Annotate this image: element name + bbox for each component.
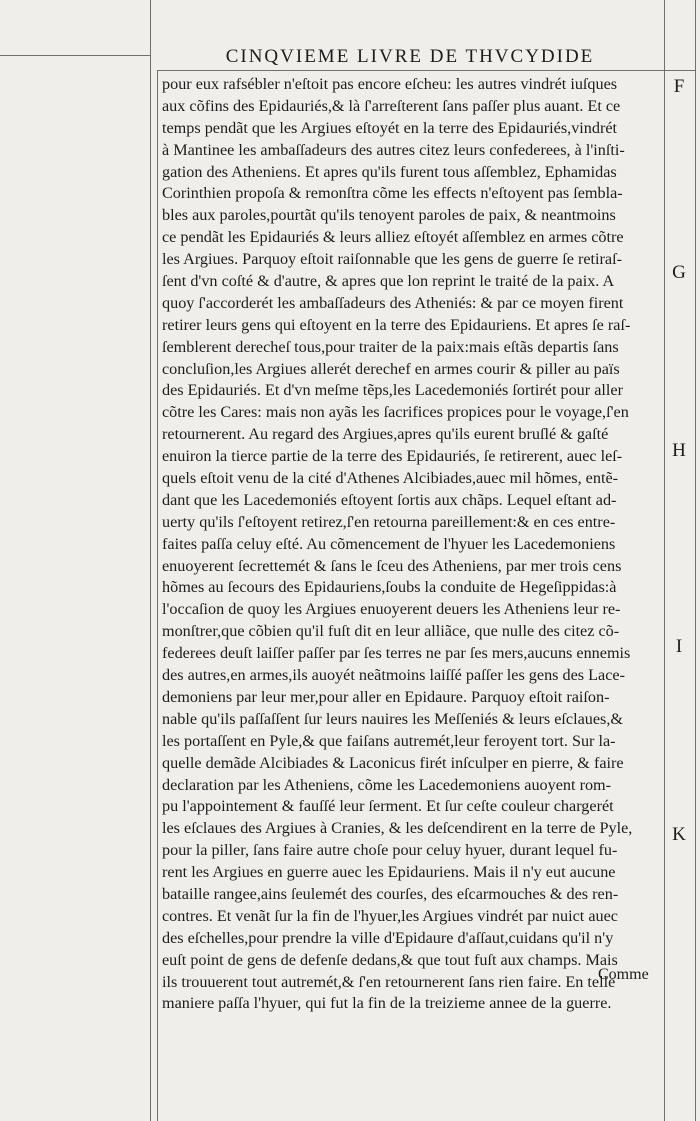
text-line: des autres,en armes,ils auoyét neãtmoins laiſſé paſſer les gens des Lace- [162, 666, 625, 685]
text-line: cõtre les Cares: mais non ayãs les ſacrifices propices pour le voyage,ſ'en [162, 403, 629, 422]
running-head: CINQVIEME LIVRE DE THVCYDIDE [225, 46, 595, 67]
text-line: les Argiues. Parquoy eſtoit raiſonnable que les gens de guerre ſe retiraſ- [162, 250, 622, 269]
text-line: rent les Argiues en guerre auec les Epidauriens. Mais il n'y eut aucune [162, 863, 616, 882]
text-line: les eſclaues des Argiues à Cranies, & les deſcendirent en la terre de Pyle, [162, 819, 633, 838]
text-line: nable qu'ils paſſaſſent ſur leurs nauires les Meſſeniés & leurs eſclaues,& [162, 709, 623, 728]
text-line: concluſion,les Argiues allerét derechef en armes courir & piller au païs [162, 359, 620, 378]
left-outer-rule [150, 0, 151, 1121]
text-line: retournerent. Au regard des Argiues,apres qu'ils eurent bruſlé & gaſté [162, 425, 609, 444]
text-line: monſtrer,que cõbien qu'il fuſt dit en leur alliãce, que nulle des citez cõ- [162, 622, 620, 641]
text-line: des eſchelles,pour prendre la ville d'Epidaure d'aſſaut,cuidans qu'il n'y [162, 928, 614, 947]
margin-letter-f: F [673, 76, 685, 97]
text-line: pour la piller, ſans faire autre choſe pour celuy hyuer, durant lequel fu- [162, 841, 618, 860]
text-line: ce pendãt les Epidauriés & leurs alliez eſtoyét aſſemblez en armes cõtre [162, 228, 624, 247]
text-line: ſemblerent derecheſ tous,pour traiter de la paix:mais eſtãs departis ſans [162, 337, 619, 356]
text-column [162, 74, 662, 1015]
text-line: ils trouuerent tout autremét,& ſ'en retournerent ſans rien faire. En telle [162, 972, 616, 991]
text-line: enuoyerent ſecrettemét & ſans le ſceu des Atheniens, par mer trois cens [162, 556, 622, 575]
text-line: quelle demãde Alcibiades & Laconicus firét inſculper en pierre, & faire [162, 753, 624, 772]
text-line: pour eux rafsébler n'eſtoit pas encore eſcheu: les autres vindrét iuſques [162, 75, 618, 93]
text-line: à Mantinee les ambaſſadeurs des autres citez leurs confederees, à l'inſti- [162, 140, 625, 159]
text-line: quoy ſ'accorderét les ambaſſadeurs des Atheniés: & par ce moyen firent [162, 293, 624, 312]
text-line: pu l'appointement & fauſſé leur ſerment. Et ſur ceſte couleur chargerét [162, 797, 614, 816]
margin-letter-i: I [675, 636, 683, 657]
text-line: temps pendãt que les Argiues eſtoyét en la terre des Epidauriés,vindrét [162, 118, 618, 137]
margin-letter-h: H [672, 440, 686, 461]
text-line: uerty qu'ils ſ'eſtoyent retirez,ſ'en retourna pareillement:& en ces entre- [162, 512, 616, 531]
catchword: Comme [598, 966, 649, 983]
left-inner-rule [157, 70, 158, 1121]
text-line: retirer leurs gens qui eſtoyent en la terre des Epidauriens. Et apres ſe raſ- [162, 315, 631, 334]
head-rule [157, 70, 695, 71]
text-line: demoniens par leur mer,pour aller en Epidaure. Parquoy eſtoit raiſon- [162, 687, 610, 706]
text-line: dant que les Lacedemoniés eſtoyent ſortis aux chãps. Lequel eſtant ad- [162, 490, 617, 509]
text-line: bles aux paroles,pourtãt qu'ils tenoyent paroles de paix, & neantmoins [162, 206, 616, 225]
text-line: les portaſſent en Pyle,& que faiſans autremét,leur feroyent tort. Sur la- [162, 731, 616, 750]
text-line: federees deuſt laiſſer paſſer par ſes terres ne par ſes mers,aucuns ennemis [162, 644, 631, 663]
text-line: ſent d'vn coſté & d'autre, & apres que lon reprint le traité de la paix. A [162, 272, 615, 291]
margin-letter-g: G [672, 262, 686, 283]
right-inner-rule [664, 0, 665, 1121]
margin-letter-k: K [672, 824, 686, 845]
text-line: gation des Atheniens. Et apres qu'ils furent tous aſſemblez, Ephamidas [162, 162, 617, 181]
text-line: faites paſſa celuy eſté. Au cõmencement de l'hyuer les Lacedemoniens [162, 534, 616, 553]
text-line: maniere paſſa l'hyuer, qui fut la fin de la treizieme annee de la guerre. [162, 994, 612, 1013]
text-line: Corinthien propoſa & remonſtra cõme les effects n'eſtoyent pas ſembla- [162, 184, 623, 203]
text-line: quels eſtoit venu de la cité d'Athenes Alcibiades,auec mil hõmes, entẽ- [162, 469, 619, 488]
text-line: contres. Et venãt ſur la fin de l'hyuer,les Argiues vindrét par nuict auec [162, 906, 618, 925]
right-outer-rule [695, 0, 696, 1121]
text-line: aux cõfins des Epidauriés,& là ſ'arreſterent ſans paſſer plus auant. Et ce [162, 96, 621, 115]
text-line: enuiron la tierce partie de la terre des Epidauriés, ſe retirerent, auec leſ- [162, 447, 623, 466]
text-line: des Epidauriés. Et d'vn meſme tẽps,les Lacedemoniés ſortirét pour aller [162, 381, 623, 400]
text-line: declaration par les Atheniens, cõme les Lacedemoniens auoyent rom- [162, 775, 612, 794]
text-line: euſt point de gens de defenſe dedans,& que tout fuſt aux champs. Mais [162, 950, 618, 969]
text-line: bataille rangee,ains ſeulemét des courſes, des eſcarmouches & des ren- [162, 884, 619, 903]
text-line: hõmes au ſecours des Epidauriens,ſoubs la conduite de Hegeſippidas:à [162, 578, 617, 597]
text-line: l'occaſion de quoy les Argiues enuoyerent deuers les Atheniens leur re- [162, 600, 621, 619]
top-rule [0, 55, 150, 56]
